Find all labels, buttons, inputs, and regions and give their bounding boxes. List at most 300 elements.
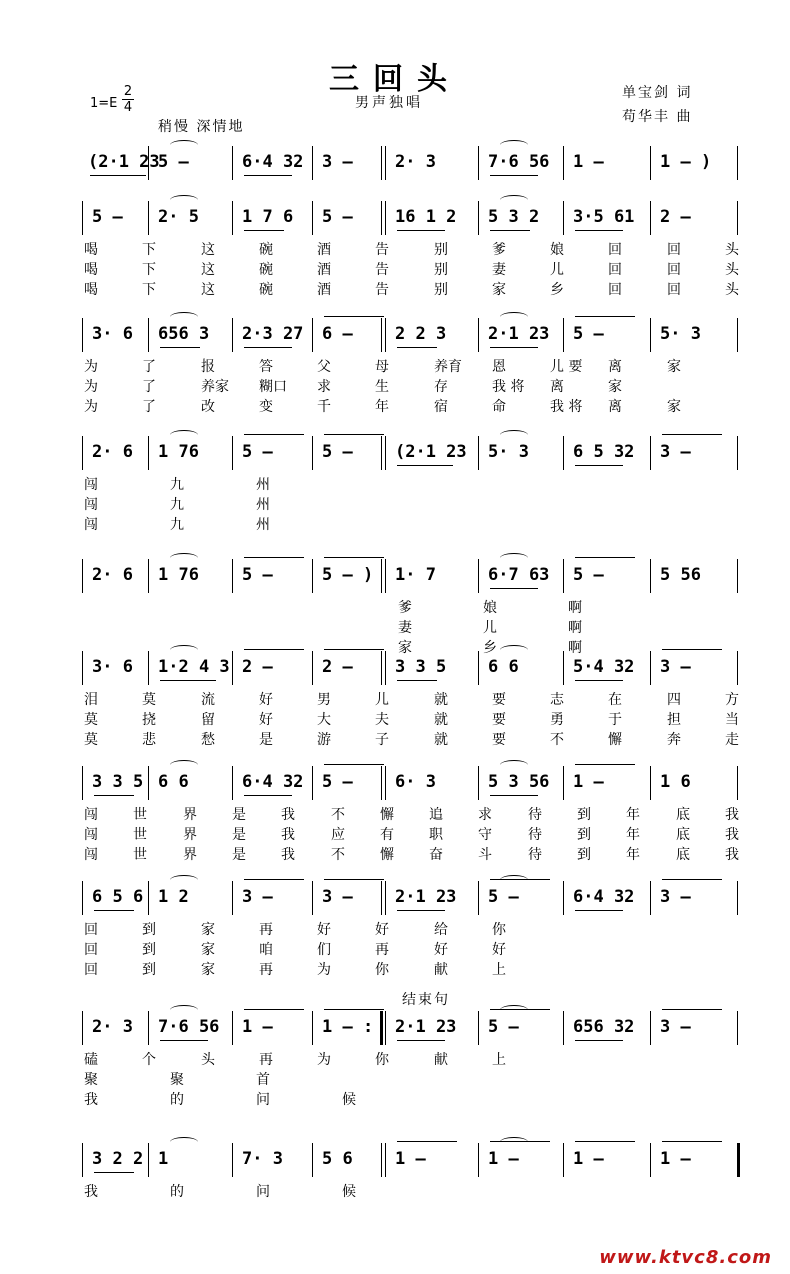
barline	[312, 318, 313, 352]
lyric-syllable: 四	[667, 692, 681, 708]
barline	[385, 201, 386, 235]
barline	[82, 766, 83, 800]
lyric-syllable: 闯	[84, 827, 98, 843]
lyric-syllable: 首	[256, 1072, 270, 1088]
hold-tie	[244, 434, 304, 436]
hold-tie	[662, 879, 722, 881]
lyric-line	[0, 376, 790, 396]
lyric-syllable: 这	[201, 242, 215, 258]
measure-notes: 3 3 5	[395, 657, 447, 677]
barline	[563, 766, 564, 800]
measure-notes: 656 32	[573, 1017, 635, 1037]
lyric-syllable: 莫	[142, 692, 156, 708]
barline	[478, 318, 479, 352]
lyric-syllable: 的	[170, 1184, 184, 1200]
lyric-syllable: 界	[183, 847, 197, 863]
lyric-syllable: 了	[142, 359, 156, 375]
lyric-syllable: 莫	[84, 712, 98, 728]
measure-notes: 3·5 61	[573, 207, 635, 227]
barline	[650, 436, 651, 470]
lyric-syllable: 候	[342, 1092, 356, 1108]
lyric-syllable: 我	[281, 847, 295, 863]
slur-mark	[170, 875, 198, 885]
lyric-syllable: 答	[259, 359, 273, 375]
beam-line	[490, 795, 538, 796]
lyric-syllable: 有	[380, 827, 394, 843]
lyric-syllable: 是	[259, 732, 273, 748]
lyric-syllable: 职	[429, 827, 443, 843]
repeat-barline	[380, 1011, 383, 1045]
beam-line	[244, 795, 292, 796]
barline	[312, 436, 313, 470]
lyric-syllable: 我	[725, 807, 739, 823]
slur-mark	[170, 553, 198, 563]
measure-notes: 6·7 63	[488, 565, 550, 585]
lyric-syllable: 你	[492, 922, 506, 938]
lyric-syllable: 年	[626, 827, 640, 843]
lyric-syllable: 到	[142, 942, 156, 958]
measure-notes: 1 7 6	[242, 207, 294, 227]
barline	[148, 318, 149, 352]
notes-line	[0, 885, 790, 911]
lyric-syllable: 男	[317, 692, 331, 708]
watermark: www.ktvc8.com	[599, 1247, 772, 1268]
staff-row	[0, 885, 790, 995]
measure-notes: 16 1 2	[395, 207, 457, 227]
slur-mark	[170, 195, 198, 205]
lyric-syllable: 啊	[568, 640, 582, 656]
lyric-syllable: 离	[550, 379, 564, 395]
notes-line	[0, 322, 790, 348]
barline	[148, 766, 149, 800]
lyric-syllable: 年	[626, 847, 640, 863]
measure-notes: 3 –	[660, 442, 691, 462]
lyric-syllable: 父	[317, 359, 331, 375]
beam-line	[490, 175, 538, 176]
hold-tie	[244, 879, 304, 881]
lyric-line	[0, 514, 790, 534]
staff-row	[0, 322, 790, 432]
barline	[563, 436, 564, 470]
lyric-line	[0, 939, 790, 959]
lyric-syllable: 爹	[492, 242, 506, 258]
measure-notes: 6 5 32	[573, 442, 635, 462]
hold-tie	[324, 316, 384, 318]
measure-notes: 3· 6	[92, 324, 133, 344]
lyric-line	[0, 474, 790, 494]
slur-mark	[170, 430, 198, 440]
lyric-syllable: 聚	[170, 1072, 184, 1088]
lyric-syllable: 家	[201, 962, 215, 978]
barline	[650, 559, 651, 593]
lyric-syllable: 问	[256, 1184, 270, 1200]
barline	[232, 1011, 233, 1045]
barline	[82, 1011, 83, 1045]
lyric-syllable: 儿 要	[550, 359, 583, 375]
lyric-syllable: 别	[434, 282, 448, 298]
lyric-syllable: 千	[317, 399, 331, 415]
lyric-syllable: 待	[528, 827, 542, 843]
measure-notes: 7· 3	[242, 1149, 283, 1169]
measure-notes: 6·4 32	[242, 772, 304, 792]
lyric-syllable: 告	[375, 242, 389, 258]
lyric-syllable: 就	[434, 692, 448, 708]
lyricist-credit: 单宝剑 词	[622, 85, 693, 101]
beam-line	[94, 910, 134, 911]
lyric-syllable: 碗	[259, 282, 273, 298]
lyric-syllable: 改	[201, 399, 215, 415]
lyric-syllable: 喝	[84, 242, 98, 258]
barline	[148, 1143, 149, 1177]
notes-line	[0, 655, 790, 681]
lyric-syllable: 宿	[434, 399, 448, 415]
lyric-syllable: 守	[478, 827, 492, 843]
measure-notes: 1 – :	[322, 1017, 374, 1037]
lyric-syllable: 为	[317, 962, 331, 978]
lyric-syllable: 好	[259, 712, 273, 728]
measure-notes: 1 76	[158, 565, 199, 585]
hold-tie	[324, 434, 384, 436]
lyric-syllable: 志	[550, 692, 564, 708]
measure-notes: 1 –	[573, 1149, 604, 1169]
lyric-syllable: 娘	[550, 242, 564, 258]
hold-tie	[575, 1141, 635, 1143]
lyric-syllable: 别	[434, 242, 448, 258]
lyric-syllable: 我	[725, 847, 739, 863]
key-signature: 1=E	[90, 96, 118, 111]
lyric-line	[0, 239, 790, 259]
beam-line	[160, 1040, 208, 1041]
hold-tie	[244, 1009, 304, 1011]
lyric-line	[0, 1089, 790, 1109]
lyric-syllable: 到	[142, 962, 156, 978]
lyric-line	[0, 824, 790, 844]
slur-mark	[500, 1137, 528, 1147]
measure-notes: 5 6	[322, 1149, 353, 1169]
beam-line	[575, 1040, 623, 1041]
barline	[148, 201, 149, 235]
beam-line	[575, 910, 623, 911]
lyric-syllable: 闯	[84, 517, 98, 533]
lyric-syllable: 到	[577, 847, 591, 863]
measure-notes: 3 –	[660, 1017, 691, 1037]
lyric-syllable: 奋	[429, 847, 443, 863]
measure-notes: 1 –	[395, 1149, 426, 1169]
lyric-syllable: 儿	[483, 620, 497, 636]
lyric-syllable: 闯	[84, 477, 98, 493]
beam-line	[397, 465, 453, 466]
lyric-line	[0, 919, 790, 939]
barline	[232, 881, 233, 915]
notes-line	[0, 205, 790, 231]
barline	[385, 881, 386, 915]
barline	[737, 436, 738, 470]
lyric-syllable: 就	[434, 712, 448, 728]
measure-notes: 2· 3	[395, 152, 436, 172]
barline	[563, 651, 564, 685]
barline	[232, 436, 233, 470]
lyric-syllable: 到	[577, 827, 591, 843]
lyric-syllable: 回	[608, 242, 622, 258]
lyric-syllable: 你	[375, 1052, 389, 1068]
lyric-syllable: 在	[608, 692, 622, 708]
time-signature	[122, 84, 134, 115]
barline	[312, 766, 313, 800]
lyric-syllable: 下	[142, 242, 156, 258]
measure-notes: 7·6 56	[158, 1017, 220, 1037]
lyric-syllable: 好	[492, 942, 506, 958]
lyric-syllable: 妻	[492, 262, 506, 278]
beam-line	[490, 347, 538, 348]
measure-notes: 5 –	[242, 565, 273, 585]
lyric-syllable: 子	[375, 732, 389, 748]
measure-notes: 1 – )	[660, 152, 712, 172]
barline	[650, 881, 651, 915]
barline	[82, 881, 83, 915]
notes-line	[0, 1147, 790, 1173]
barline	[737, 1011, 738, 1045]
measure-notes: 3 2 2	[92, 1149, 144, 1169]
lyric-syllable: 懈	[380, 807, 394, 823]
lyric-syllable: 家	[667, 399, 681, 415]
measure-notes: 5· 3	[488, 442, 529, 462]
lyric-syllable: 九	[170, 517, 184, 533]
hold-tie	[324, 1009, 384, 1011]
lyric-syllable: 到	[577, 807, 591, 823]
lyric-syllable: 追	[429, 807, 443, 823]
barline	[478, 1143, 479, 1177]
lyric-syllable: 斗	[478, 847, 492, 863]
lyric-syllable: 回	[608, 262, 622, 278]
time-signature-top: 2	[123, 84, 133, 99]
measure-notes: 5 –	[488, 1017, 519, 1037]
lyric-syllable: 回	[84, 922, 98, 938]
lyric-syllable: 我	[725, 827, 739, 843]
measure-notes: 6·4 32	[242, 152, 304, 172]
barline	[148, 559, 149, 593]
measure-notes: 5· 3	[660, 324, 701, 344]
barline	[563, 1011, 564, 1045]
lyric-syllable: 咱	[259, 942, 273, 958]
slur-mark	[170, 760, 198, 770]
barline	[478, 881, 479, 915]
barline	[312, 559, 313, 593]
lyric-syllable: 回	[84, 962, 98, 978]
measure-notes: (2·1 23	[88, 152, 160, 172]
measure-notes: 5·4 32	[573, 657, 635, 677]
lyric-syllable: 要	[492, 732, 506, 748]
lyric-syllable: 世	[133, 807, 147, 823]
lyric-syllable: 泪	[84, 692, 98, 708]
measure-notes: 3 –	[322, 887, 353, 907]
beam-line	[397, 230, 445, 231]
notes-line	[0, 563, 790, 589]
measure-notes: 5 –	[92, 207, 123, 227]
lyric-syllable: 担	[667, 712, 681, 728]
measure-notes: 2· 5	[158, 207, 199, 227]
measure-notes: 1 –	[573, 152, 604, 172]
lyric-line	[0, 396, 790, 416]
lyric-syllable: 愁	[201, 732, 215, 748]
slur-mark	[500, 553, 528, 563]
lyric-syllable: 回	[608, 282, 622, 298]
lyric-syllable: 大	[317, 712, 331, 728]
lyric-syllable: 这	[201, 282, 215, 298]
lyric-syllable: 底	[676, 827, 690, 843]
barline	[563, 1143, 564, 1177]
lyric-syllable: 闯	[84, 497, 98, 513]
lyric-syllable: 头	[725, 282, 739, 298]
measure-notes: 5 – )	[322, 565, 374, 585]
lyric-syllable: 头	[725, 262, 739, 278]
measure-notes: 5 –	[488, 887, 519, 907]
lyric-syllable: 下	[142, 282, 156, 298]
lyric-syllable: 方	[725, 692, 739, 708]
lyric-syllable: 你	[375, 962, 389, 978]
measure-notes: 6 6	[488, 657, 519, 677]
lyric-syllable: 懈	[608, 732, 622, 748]
barline	[737, 146, 738, 180]
barline	[563, 318, 564, 352]
measure-notes: 2·1 23	[488, 324, 550, 344]
lyric-syllable: 生	[375, 379, 389, 395]
lyric-syllable: 我 将	[550, 399, 583, 415]
measure-notes: 1· 7	[395, 565, 436, 585]
lyric-line	[0, 356, 790, 376]
lyric-syllable: 别	[434, 262, 448, 278]
slur-mark	[500, 312, 528, 322]
lyric-syllable: 是	[232, 807, 246, 823]
lyric-syllable: 州	[256, 477, 270, 493]
measure-notes: 6 –	[322, 324, 353, 344]
lyric-syllable: 再	[259, 1052, 273, 1068]
hold-tie	[662, 1009, 722, 1011]
measure-notes: 2· 6	[92, 565, 133, 585]
hold-tie	[244, 649, 304, 651]
lyric-syllable: 回	[84, 942, 98, 958]
lyric-syllable: 酒	[317, 282, 331, 298]
lyric-syllable: 离	[608, 359, 622, 375]
lyric-syllable: 年	[626, 807, 640, 823]
beam-line	[397, 910, 445, 911]
composer-credit: 苟华丰 曲	[622, 109, 693, 125]
barline	[737, 201, 738, 235]
lyric-syllable: 上	[492, 1052, 506, 1068]
measure-notes: 656 3	[158, 324, 210, 344]
barline	[563, 201, 564, 235]
lyric-syllable: 啊	[568, 620, 582, 636]
lyric-syllable: 恩	[492, 359, 506, 375]
barline	[381, 881, 382, 915]
lyric-syllable: 不	[331, 807, 345, 823]
measure-notes: 7·6 56	[488, 152, 550, 172]
hold-tie	[324, 649, 384, 651]
beam-line	[490, 230, 530, 231]
barline	[737, 651, 738, 685]
lyric-syllable: 夫	[375, 712, 389, 728]
lyric-syllable: 回	[667, 262, 681, 278]
beam-line	[244, 230, 284, 231]
lyric-syllable: 就	[434, 732, 448, 748]
barline	[148, 881, 149, 915]
beam-line	[397, 347, 437, 348]
lyric-syllable: 变	[259, 399, 273, 415]
lyric-syllable: 界	[183, 827, 197, 843]
lyric-syllable: 我	[281, 807, 295, 823]
lyric-syllable: 候	[342, 1184, 356, 1200]
barline	[385, 651, 386, 685]
lyric-syllable: 儿	[375, 692, 389, 708]
lyric-syllable: 当	[725, 712, 739, 728]
lyric-syllable: 碗	[259, 242, 273, 258]
hold-tie	[397, 1141, 457, 1143]
lyric-syllable: 家	[398, 640, 412, 656]
lyric-syllable: 待	[528, 847, 542, 863]
lyric-syllable: 悲	[142, 732, 156, 748]
slur-mark	[170, 312, 198, 322]
barline	[650, 651, 651, 685]
beam-line	[397, 680, 437, 681]
lyric-syllable: 再	[259, 962, 273, 978]
beam-line	[575, 230, 623, 231]
lyric-syllable: 我	[84, 1184, 98, 1200]
staff-row	[0, 1147, 790, 1257]
measure-notes: 6·4 32	[573, 887, 635, 907]
measure-notes: 1 6	[660, 772, 691, 792]
measure-notes: 1 –	[242, 1017, 273, 1037]
slur-mark	[500, 645, 528, 655]
barline	[650, 146, 651, 180]
lyric-syllable: 上	[492, 962, 506, 978]
barline	[650, 766, 651, 800]
barline	[737, 1143, 740, 1177]
measure-notes: 6 5 6	[92, 887, 144, 907]
measure-notes: 5 3 56	[488, 772, 550, 792]
lyric-line	[0, 279, 790, 299]
lyric-syllable: 年	[375, 399, 389, 415]
lyric-syllable: 底	[676, 847, 690, 863]
lyric-syllable: 妻	[398, 620, 412, 636]
measure-notes: 1 76	[158, 442, 199, 462]
barline	[82, 651, 83, 685]
barline	[232, 201, 233, 235]
barline	[232, 146, 233, 180]
barline	[82, 201, 83, 235]
lyric-syllable: 娘	[483, 600, 497, 616]
barline	[312, 201, 313, 235]
lyric-line	[0, 1181, 790, 1201]
barline	[312, 651, 313, 685]
measure-notes: 2·1 23	[395, 887, 457, 907]
measure-notes: 1	[158, 1149, 169, 1169]
barline	[381, 766, 382, 800]
lyric-syllable: 献	[434, 1052, 448, 1068]
lyric-syllable: 酒	[317, 242, 331, 258]
lyric-line	[0, 729, 790, 749]
barline	[232, 1143, 233, 1177]
slur-mark	[500, 195, 528, 205]
lyric-syllable: 闯	[84, 807, 98, 823]
lyric-syllable: 走	[725, 732, 739, 748]
barline	[381, 559, 382, 593]
lyric-syllable: 问	[256, 1092, 270, 1108]
lyric-syllable: 好	[375, 922, 389, 938]
hold-tie	[244, 557, 304, 559]
lyric-syllable: 再	[375, 942, 389, 958]
lyric-syllable: 乡	[483, 640, 497, 656]
lyric-syllable: 懈	[380, 847, 394, 863]
notes-line	[0, 150, 790, 176]
